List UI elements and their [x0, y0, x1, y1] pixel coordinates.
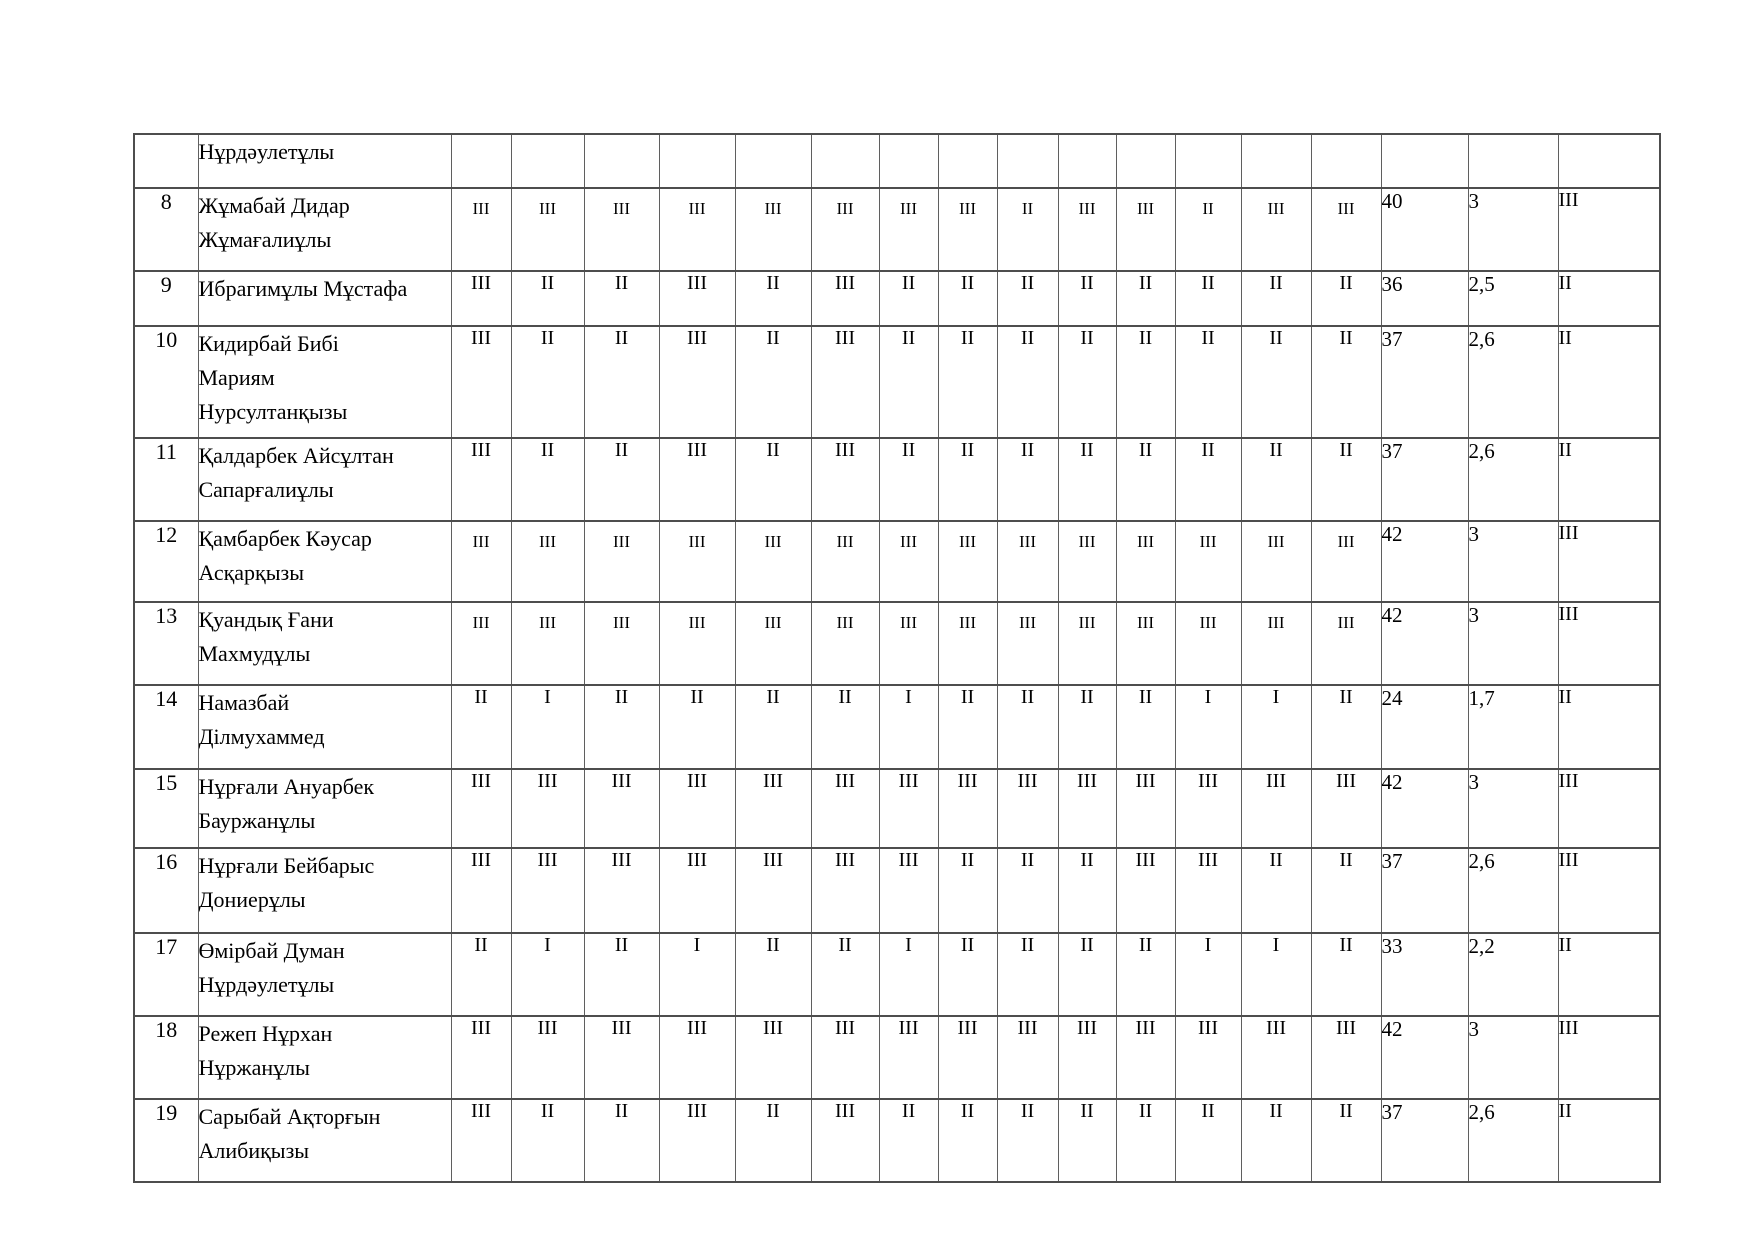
score-cell: III [451, 848, 511, 933]
score-cell: III [451, 271, 511, 326]
table-row [134, 685, 1660, 769]
final-level-cell: II [1558, 438, 1660, 521]
average-score-cell: 3 [1468, 769, 1558, 848]
total-score-cell: 42 [1381, 769, 1468, 848]
score-cell: III [938, 188, 997, 271]
student-name-line: Ибрагимұлы Мұстафа [198, 276, 408, 301]
score-cell [997, 134, 1058, 188]
total-score-cell: 33 [1381, 933, 1468, 1016]
average-score-cell: 1,7 [1468, 685, 1558, 769]
score-cell: III [997, 602, 1058, 685]
table-row [134, 1099, 1660, 1182]
row-number-cell: 11 [134, 438, 198, 521]
table-row [134, 271, 1660, 326]
student-name-line: Сарыбай Ақторғын [198, 1104, 381, 1129]
score-cell: II [879, 271, 938, 326]
score-cell: II [1116, 438, 1175, 521]
grades-table-body [134, 134, 1660, 1182]
score-cell: III [1311, 188, 1381, 271]
student-name-cell [198, 848, 451, 933]
student-name-line: Бауржанұлы [198, 808, 316, 833]
score-cell: II [938, 848, 997, 933]
score-cell [811, 134, 879, 188]
score-cell: III [735, 1016, 811, 1099]
student-name-line: Намазбай [198, 690, 290, 715]
score-cell: II [451, 685, 511, 769]
score-cell: III [997, 521, 1058, 602]
score-cell: II [879, 438, 938, 521]
score-cell: III [659, 438, 735, 521]
score-cell: II [879, 1099, 938, 1182]
score-cell: III [584, 848, 659, 933]
score-cell: I [511, 685, 584, 769]
row-number-cell: 10 [134, 326, 198, 438]
score-cell: II [735, 438, 811, 521]
score-cell: II [811, 933, 879, 1016]
score-cell: II [735, 685, 811, 769]
score-cell: III [879, 602, 938, 685]
student-name-cell [198, 602, 451, 685]
score-cell: III [811, 1016, 879, 1099]
score-cell: III [1058, 602, 1116, 685]
score-cell: I [1241, 685, 1311, 769]
student-name-line: Режеп Нұрхан [198, 1021, 333, 1046]
student-name-line: Алибиқызы [198, 1138, 310, 1163]
table-row [134, 602, 1660, 685]
score-cell: II [938, 438, 997, 521]
score-cell: II [811, 685, 879, 769]
score-cell: III [584, 521, 659, 602]
score-cell: II [584, 271, 659, 326]
student-name-line: Қамбарбек Кәусар [198, 526, 372, 551]
row-number-cell [134, 134, 198, 188]
score-cell: III [735, 188, 811, 271]
average-score-cell: 2,6 [1468, 848, 1558, 933]
score-cell: I [879, 685, 938, 769]
score-cell: III [1311, 521, 1381, 602]
score-cell: II [997, 848, 1058, 933]
final-level-cell: II [1558, 271, 1660, 326]
student-name-line: Кидирбай Бибі [198, 331, 339, 356]
score-cell: II [938, 326, 997, 438]
score-cell: III [659, 188, 735, 271]
score-cell: II [735, 271, 811, 326]
average-score-cell: 2,2 [1468, 933, 1558, 1016]
score-cell: II [938, 271, 997, 326]
score-cell: III [938, 521, 997, 602]
row-number-cell: 18 [134, 1016, 198, 1099]
score-cell: II [584, 685, 659, 769]
score-cell: III [659, 1099, 735, 1182]
score-cell: III [879, 1016, 938, 1099]
table-row [134, 521, 1660, 602]
score-cell: III [584, 602, 659, 685]
score-cell: III [584, 1016, 659, 1099]
score-cell: III [879, 848, 938, 933]
score-cell: III [938, 602, 997, 685]
student-name-line: Нұрдәулетұлы [198, 972, 335, 997]
score-cell: III [938, 769, 997, 848]
score-cell: II [997, 1099, 1058, 1182]
row-number-cell: 19 [134, 1099, 198, 1182]
score-cell: III [1175, 1016, 1241, 1099]
score-cell: I [1175, 933, 1241, 1016]
score-cell: III [659, 769, 735, 848]
student-name-line: Қалдарбек Айсұлтан [198, 443, 394, 468]
row-number-cell: 15 [134, 769, 198, 848]
score-cell: III [1058, 188, 1116, 271]
score-cell: II [1175, 438, 1241, 521]
student-name-line: Нұрдәулетұлы [198, 139, 335, 164]
total-score-cell: 42 [1381, 602, 1468, 685]
score-cell [879, 134, 938, 188]
score-cell: III [451, 1099, 511, 1182]
score-cell: II [1058, 933, 1116, 1016]
row-number-cell: 17 [134, 933, 198, 1016]
score-cell: II [1311, 848, 1381, 933]
score-cell: III [1241, 1016, 1311, 1099]
student-name-line: Ділмухаммед [198, 724, 325, 749]
row-number-cell: 8 [134, 188, 198, 271]
score-cell: I [1241, 933, 1311, 1016]
student-name-line: Сапарғалиұлы [198, 477, 334, 502]
score-cell: III [1241, 602, 1311, 685]
score-cell [659, 134, 735, 188]
score-cell: III [659, 602, 735, 685]
final-level-cell: III [1558, 521, 1660, 602]
score-cell: III [1241, 521, 1311, 602]
score-cell: II [879, 326, 938, 438]
score-cell: II [1175, 188, 1241, 271]
score-cell: II [1241, 438, 1311, 521]
score-cell [1058, 134, 1116, 188]
score-cell: II [1058, 326, 1116, 438]
score-cell: II [997, 438, 1058, 521]
student-name-line: Нұржанұлы [198, 1055, 310, 1080]
score-cell: II [997, 933, 1058, 1016]
total-score-cell: 42 [1381, 1016, 1468, 1099]
total-score-cell: 37 [1381, 438, 1468, 521]
score-cell: III [735, 602, 811, 685]
score-cell: III [938, 1016, 997, 1099]
student-name-cell [198, 188, 451, 271]
score-cell: II [735, 1099, 811, 1182]
student-name-line: Жұмағалиұлы [198, 227, 332, 252]
score-cell: II [938, 933, 997, 1016]
score-cell: III [659, 1016, 735, 1099]
final-level-cell: III [1558, 769, 1660, 848]
score-cell [1311, 134, 1381, 188]
score-cell: II [1241, 1099, 1311, 1182]
final-level-cell: II [1558, 1099, 1660, 1182]
score-cell: II [1175, 271, 1241, 326]
score-cell: II [938, 1099, 997, 1182]
score-cell: III [1175, 769, 1241, 848]
score-cell: III [1241, 188, 1311, 271]
score-cell: II [1311, 438, 1381, 521]
score-cell: II [511, 326, 584, 438]
score-cell: II [511, 1099, 584, 1182]
total-score-cell [1381, 134, 1468, 188]
row-number-cell: 16 [134, 848, 198, 933]
score-cell: II [1116, 685, 1175, 769]
student-name-cell [198, 134, 451, 188]
average-score-cell: 2,6 [1468, 1099, 1558, 1182]
final-level-cell: III [1558, 1016, 1660, 1099]
score-cell: III [1058, 1016, 1116, 1099]
final-level-cell: II [1558, 326, 1660, 438]
score-cell: II [1116, 326, 1175, 438]
student-name-cell [198, 933, 451, 1016]
score-cell: III [511, 848, 584, 933]
score-cell [735, 134, 811, 188]
score-cell: III [1058, 769, 1116, 848]
score-cell: III [1311, 1016, 1381, 1099]
score-cell: III [511, 769, 584, 848]
student-name-line: Жұмабай Дидар [198, 193, 350, 218]
student-name-line: Нурсултанқызы [198, 399, 348, 424]
score-cell: III [659, 521, 735, 602]
final-level-cell: II [1558, 933, 1660, 1016]
student-name-cell [198, 1099, 451, 1182]
score-cell: II [1311, 685, 1381, 769]
student-name-line: Дониерұлы [198, 887, 306, 912]
score-cell: II [584, 326, 659, 438]
student-name-cell [198, 1016, 451, 1099]
score-cell: II [997, 326, 1058, 438]
average-score-cell: 3 [1468, 188, 1558, 271]
score-cell: III [811, 602, 879, 685]
average-score-cell: 2,5 [1468, 271, 1558, 326]
score-cell [1241, 134, 1311, 188]
average-score-cell: 3 [1468, 521, 1558, 602]
score-cell: II [1311, 1099, 1381, 1182]
average-score-cell [1468, 134, 1558, 188]
score-cell: II [584, 438, 659, 521]
score-cell: III [451, 1016, 511, 1099]
average-score-cell: 3 [1468, 602, 1558, 685]
score-cell: II [584, 933, 659, 1016]
score-cell: II [1241, 848, 1311, 933]
student-name-cell [198, 685, 451, 769]
score-cell: II [659, 685, 735, 769]
score-cell: II [735, 326, 811, 438]
score-cell: III [1116, 188, 1175, 271]
score-cell: III [511, 188, 584, 271]
score-cell: III [811, 438, 879, 521]
final-level-cell: III [1558, 848, 1660, 933]
score-cell: III [1175, 602, 1241, 685]
score-cell: II [584, 1099, 659, 1182]
score-cell: II [997, 188, 1058, 271]
score-cell: III [1175, 521, 1241, 602]
score-cell: III [811, 848, 879, 933]
score-cell: I [879, 933, 938, 1016]
table-row [134, 188, 1660, 271]
score-cell: III [1116, 1016, 1175, 1099]
student-name-cell [198, 769, 451, 848]
score-cell [511, 134, 584, 188]
score-cell: II [1116, 933, 1175, 1016]
score-cell: III [1311, 602, 1381, 685]
score-cell: III [811, 521, 879, 602]
score-cell [938, 134, 997, 188]
final-level-cell: II [1558, 685, 1660, 769]
score-cell: III [451, 326, 511, 438]
score-cell: III [811, 326, 879, 438]
score-cell: II [1311, 271, 1381, 326]
score-cell: III [451, 602, 511, 685]
score-cell: II [1116, 1099, 1175, 1182]
score-cell: I [511, 933, 584, 1016]
total-score-cell: 36 [1381, 271, 1468, 326]
score-cell: II [451, 933, 511, 1016]
score-cell: II [1058, 848, 1116, 933]
score-cell: III [1116, 602, 1175, 685]
score-cell: III [811, 1099, 879, 1182]
score-cell: III [811, 188, 879, 271]
score-cell: III [1116, 521, 1175, 602]
student-name-cell [198, 271, 451, 326]
score-cell: II [1241, 271, 1311, 326]
score-cell: II [1241, 326, 1311, 438]
final-level-cell [1558, 134, 1660, 188]
score-cell: III [811, 271, 879, 326]
average-score-cell: 3 [1468, 1016, 1558, 1099]
student-name-cell [198, 438, 451, 521]
average-score-cell: 2,6 [1468, 326, 1558, 438]
score-cell: II [997, 685, 1058, 769]
total-score-cell: 37 [1381, 1099, 1468, 1182]
score-cell: II [1175, 326, 1241, 438]
score-cell [1175, 134, 1241, 188]
total-score-cell: 40 [1381, 188, 1468, 271]
student-name-line: Махмудұлы [198, 641, 311, 666]
score-cell: III [735, 769, 811, 848]
score-cell: II [1058, 438, 1116, 521]
score-cell: III [735, 521, 811, 602]
score-cell: III [1116, 848, 1175, 933]
total-score-cell: 24 [1381, 685, 1468, 769]
score-cell: III [451, 521, 511, 602]
score-cell: III [1175, 848, 1241, 933]
score-cell [1116, 134, 1175, 188]
row-number-cell: 14 [134, 685, 198, 769]
score-cell: III [811, 769, 879, 848]
score-cell [451, 134, 511, 188]
final-level-cell: III [1558, 188, 1660, 271]
score-cell: III [997, 1016, 1058, 1099]
student-name-cell [198, 326, 451, 438]
score-cell: III [511, 521, 584, 602]
table-row [134, 769, 1660, 848]
score-cell: III [879, 188, 938, 271]
score-cell: II [1175, 1099, 1241, 1182]
score-cell: II [1311, 933, 1381, 1016]
score-cell: III [735, 848, 811, 933]
table-row [134, 326, 1660, 438]
score-cell: II [511, 271, 584, 326]
score-cell: III [879, 521, 938, 602]
score-cell: III [511, 1016, 584, 1099]
student-name-line: Нұрғали Бейбарыс [198, 853, 375, 878]
score-cell: I [659, 933, 735, 1016]
score-cell: II [997, 271, 1058, 326]
score-cell: III [1058, 521, 1116, 602]
student-name-line: Асқарқызы [198, 560, 304, 585]
total-score-cell: 37 [1381, 326, 1468, 438]
score-cell: II [1058, 1099, 1116, 1182]
score-cell: II [511, 438, 584, 521]
total-score-cell: 42 [1381, 521, 1468, 602]
score-cell: III [659, 271, 735, 326]
score-cell: II [938, 685, 997, 769]
score-cell: III [451, 769, 511, 848]
score-cell: III [584, 769, 659, 848]
score-cell [584, 134, 659, 188]
grades-table [133, 133, 1661, 1183]
score-cell: III [451, 438, 511, 521]
row-number-cell: 12 [134, 521, 198, 602]
row-number-cell: 9 [134, 271, 198, 326]
student-name-line: Мариям [198, 365, 275, 390]
score-cell: II [1116, 271, 1175, 326]
table-row [134, 134, 1660, 188]
score-cell: III [584, 188, 659, 271]
final-level-cell: III [1558, 602, 1660, 685]
score-cell: I [1175, 685, 1241, 769]
score-cell: III [451, 188, 511, 271]
student-name-line: Қуандық Ғани [198, 607, 334, 632]
score-cell: III [1241, 769, 1311, 848]
score-cell: III [511, 602, 584, 685]
table-row [134, 1016, 1660, 1099]
student-name-cell [198, 521, 451, 602]
total-score-cell: 37 [1381, 848, 1468, 933]
student-name-line: Өмірбай Думан [198, 938, 345, 963]
table-row [134, 848, 1660, 933]
score-cell: III [659, 326, 735, 438]
average-score-cell: 2,6 [1468, 438, 1558, 521]
score-cell: III [879, 769, 938, 848]
student-name-line: Нұрғали Ануарбек [198, 774, 375, 799]
score-cell: III [997, 769, 1058, 848]
score-cell: II [735, 933, 811, 1016]
score-cell: III [1311, 769, 1381, 848]
table-row [134, 438, 1660, 521]
score-cell: III [659, 848, 735, 933]
score-cell: II [1058, 271, 1116, 326]
score-cell: II [1058, 685, 1116, 769]
table-row [134, 933, 1660, 1016]
row-number-cell: 13 [134, 602, 198, 685]
score-cell: II [1311, 326, 1381, 438]
score-cell: III [1116, 769, 1175, 848]
